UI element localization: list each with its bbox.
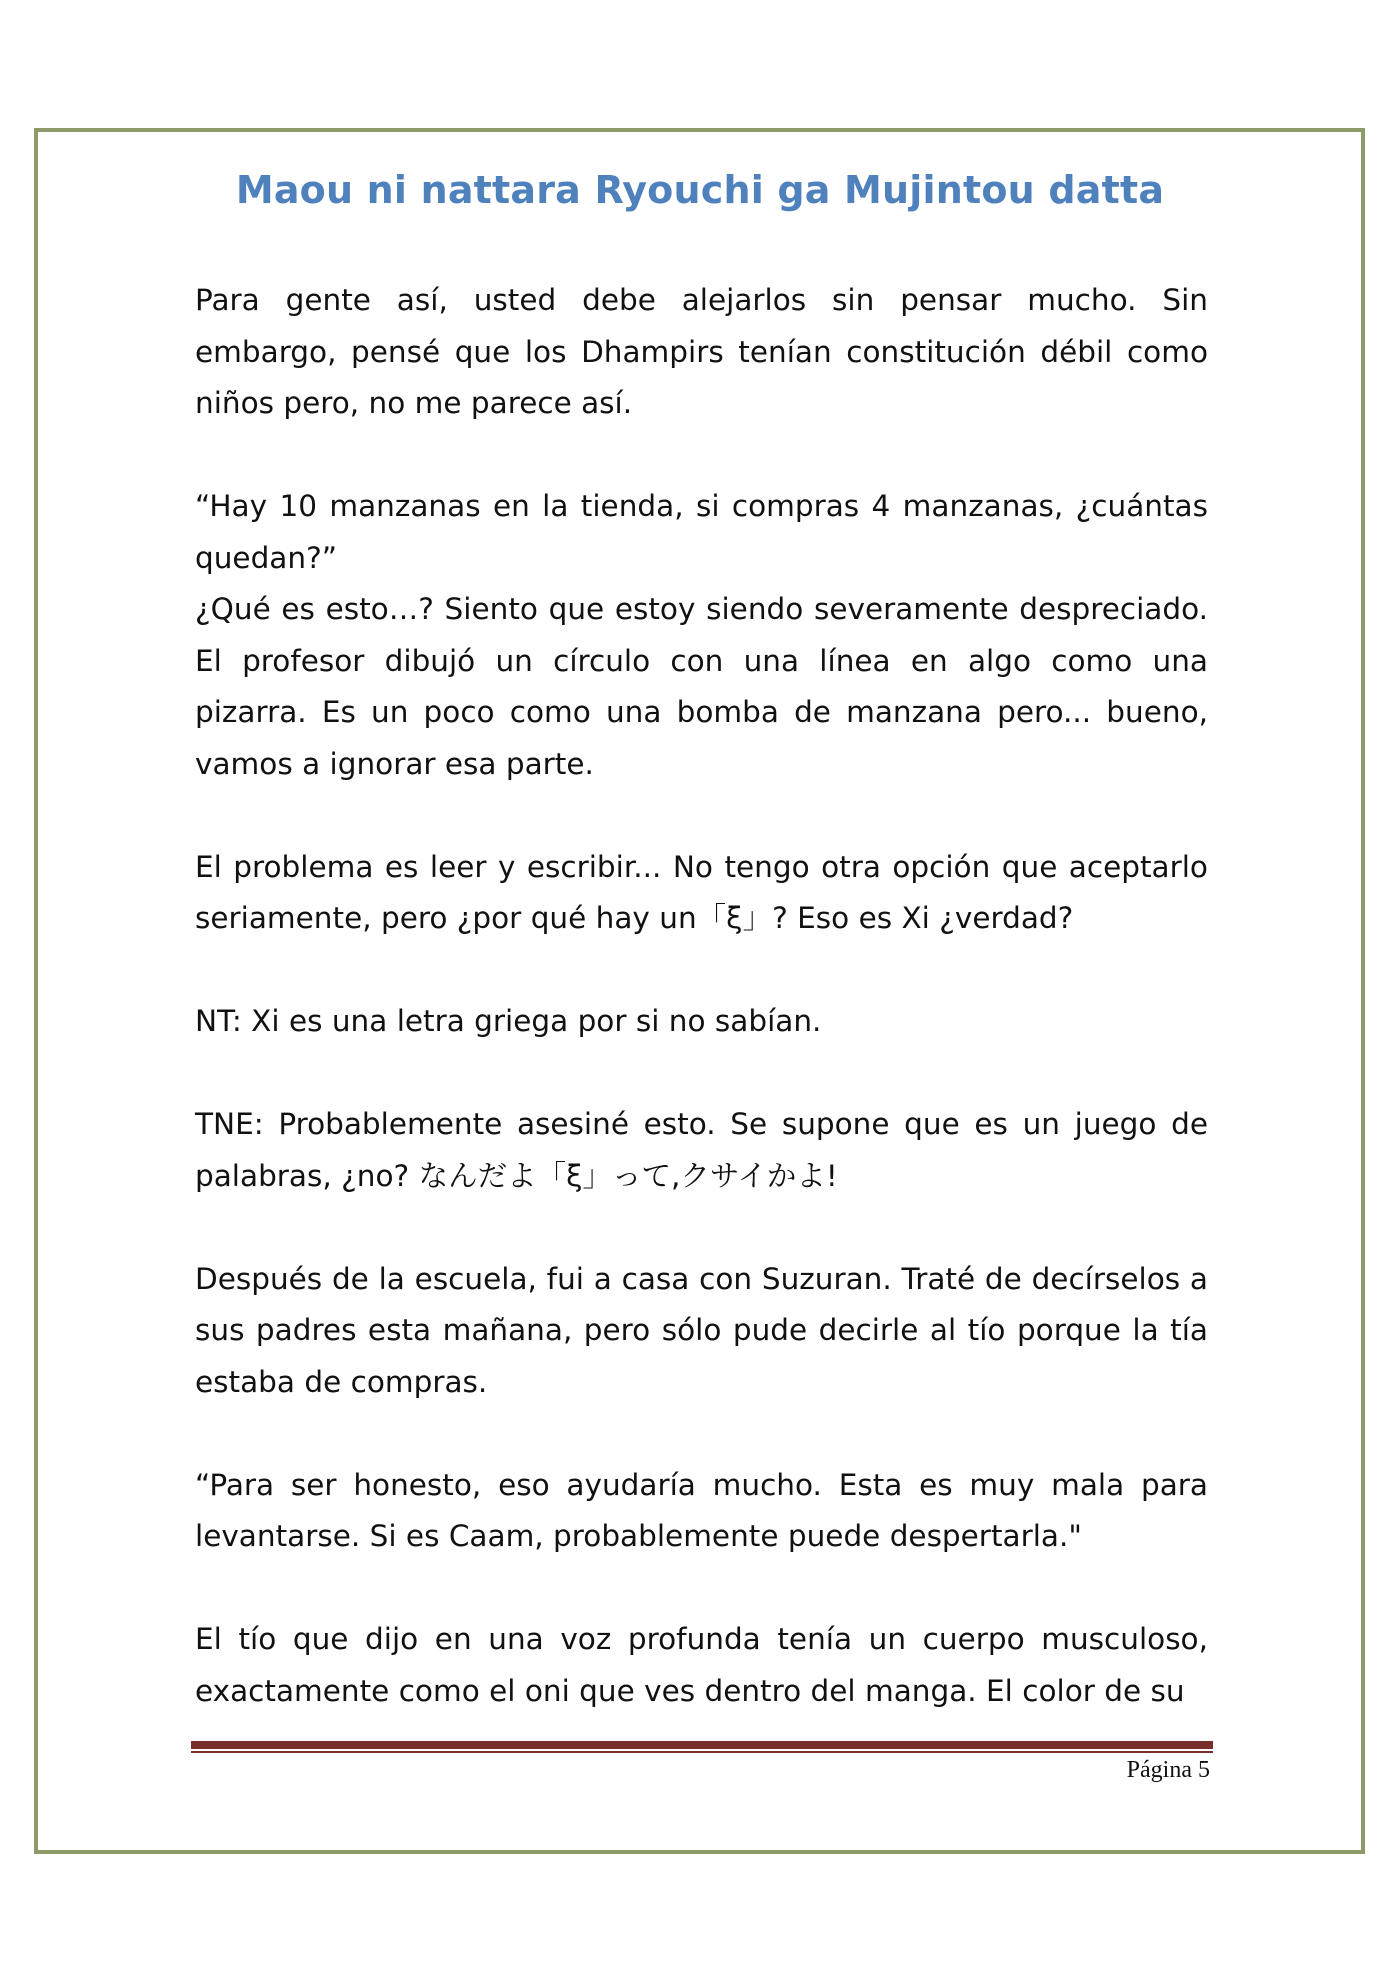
paragraph-1: Para gente así, usted debe alejarlos sin pensar mucho. Sin embargo, pensé que los Dhampirs tenían constitución débil como niños pero, no me parece así. [195,283,1208,420]
paragraph-8: “Para ser honesto, eso ayudaría mucho. Esta es muy mala para levantarse. Si es Caam, probablemente puede despertarla." [195,1467,1208,1553]
footer-divider [191,1741,1213,1749]
page-number: Página 5 [1126,1757,1210,1783]
paragraph-4: El problema es leer y escribir... No tengo otra opción que aceptarlo seriamente, pero ¿por qué hay un「ξ」? Eso es Xi ¿verdad? [195,849,1208,935]
paragraph-2: “Hay 10 manzanas en la tienda, si compras 4 manzanas, ¿cuántas quedan?” [195,489,1208,575]
paragraph-3: ¿Qué es esto…? Siento que estoy siendo severamente despreciado. El profesor dibujó un círculo con una línea en algo como una pizarra. Es un poco como una bomba de manzana pero... bueno, vamos a ignorar esa parte. [195,592,1208,781]
paragraph-7: Después de la escuela, fui a casa con Suzuran. Traté de decírselos a sus padres esta mañana, pero sólo pude decirle al tío porque la tía estaba de compras. [195,1261,1208,1399]
footer-divider-thin [191,1751,1213,1753]
paragraph-9: El tío que dijo en una voz profunda tenía un cuerpo musculoso, exactamente como el oni que ves dentro del manga. El color de su [195,1622,1208,1708]
document-body [195,275,1208,1717]
document-title: Maou ni nattara Ryouchi ga Mujintou datta [235,168,1165,212]
paragraph-6: TNE: Probablemente asesiné esto. Se supone que es un juego de palabras, ¿no? なんだよ「ξ」って,クサイかよ! [195,1107,1208,1193]
paragraph-5: NT: Xi es una letra griega por si no sabían. [195,1004,822,1038]
